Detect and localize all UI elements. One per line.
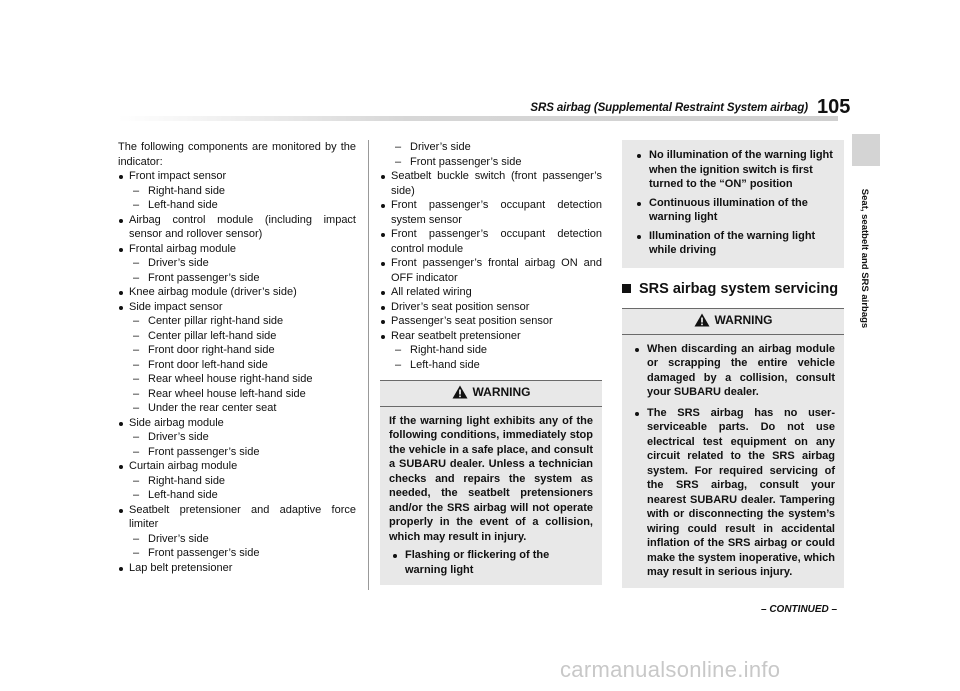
- section-heading: [622, 282, 844, 297]
- sub-list-item: – Front passenger’s side: [118, 546, 356, 561]
- list-item: Seatbelt buckle switch (front passenger’s side): [380, 169, 602, 198]
- warning-condition-item: Continuous illumination of the warning light: [631, 196, 835, 225]
- sub-list-item: – Front door right-hand side: [118, 343, 356, 358]
- sub-list-item: – Front passenger’s side: [118, 445, 356, 460]
- warning-label: WARNING: [714, 313, 773, 327]
- continued-marker: – CONTINUED –: [761, 604, 838, 615]
- list-item: All related wiring: [380, 285, 602, 300]
- list-item: Side airbag module: [118, 416, 356, 431]
- warning-header: [622, 308, 844, 335]
- warning-label: WARNING: [472, 385, 531, 399]
- sub-list-item: – Left-hand side: [380, 358, 602, 373]
- sub-list-item: – Driver’s side: [118, 532, 356, 547]
- warning-triangle-icon: [694, 313, 710, 327]
- component-list: [118, 169, 356, 575]
- sub-list-item: – Right-hand side: [118, 184, 356, 199]
- sub-list-item: – Rear wheel house left-hand side: [118, 387, 356, 402]
- warning-header: [380, 380, 602, 407]
- sub-list-item: – Rear wheel house right-hand side: [118, 372, 356, 387]
- warning-continued-box: [622, 140, 844, 268]
- list-item: Seatbelt pretensioner and adaptive force limiter: [118, 503, 356, 532]
- component-list-continued: [380, 169, 602, 372]
- column-2: [380, 140, 602, 585]
- section-tab-marker: [852, 134, 880, 166]
- list-item: Front passenger’s occupant detection control module: [380, 227, 602, 256]
- sub-list-item: – Left-hand side: [118, 198, 356, 213]
- warning-bullets: [389, 548, 593, 577]
- warning-triangle-icon: [452, 385, 468, 399]
- sub-list-item: – Under the rear center seat: [118, 401, 356, 416]
- list-item: Front passenger’s occupant detection system sensor: [380, 198, 602, 227]
- list-item: Front passenger’s frontal airbag ON and OFF indicator: [380, 256, 602, 285]
- continued-sub-list: [380, 140, 602, 169]
- page-number: 105: [817, 96, 851, 118]
- sub-list-item: – Front door left-hand side: [118, 358, 356, 373]
- column-3: [622, 140, 844, 588]
- sub-list-item: – Center pillar right-hand side: [118, 314, 356, 329]
- warning-bullet: When discarding an airbag module or scrapping the entire vehicle damaged by a collision, consult your SUBARU dealer.: [631, 342, 835, 400]
- list-item: Side impact sensor: [118, 300, 356, 315]
- warning-body: If the warning light exhibits any of the following conditions, immediately stop the vehicle in a safe place, and consult a SUBARU dealer. Unless a technician checks and repairs the system as needed, the seatbelt pretensioners and/or the SRS airbag will not operate properly in the event of a collision, which may result in injury.: [389, 414, 593, 543]
- list-item: Passenger’s seat position sensor: [380, 314, 602, 329]
- list-item: Airbag control module (including impact sensor and rollover sensor): [118, 213, 356, 242]
- list-item: Lap belt pretensioner: [118, 561, 356, 576]
- servicing-warning-bullets: [631, 342, 835, 580]
- warning-conditions-list: [631, 148, 835, 258]
- column-1: [118, 140, 356, 575]
- sub-list-item: – Front passenger’s side: [380, 155, 602, 170]
- list-item: Knee airbag module (driver’s side): [118, 285, 356, 300]
- sub-list-item: – Right-hand side: [380, 343, 602, 358]
- servicing-warning-box: [622, 308, 844, 588]
- warning-condition-item: Illumination of the warning light while driving: [631, 229, 835, 258]
- watermark: carmanualsonline.info: [560, 657, 781, 682]
- sub-list-item: – Driver’s side: [380, 140, 602, 155]
- warning-bullet: The SRS airbag has no user-serviceable parts. Do not use electrical test equipment on any circuit related to the SRS airbag system. For required servicing of the SRS airbag, consult your nearest SUBARU dealer. Tampering with or disconnecting the system’s wiring could result in accidental inflation of the SRS airbag or could make the system inoperative, which may result in serious injury.: [631, 406, 835, 580]
- list-item: Curtain airbag module: [118, 459, 356, 474]
- list-item: Front impact sensor: [118, 169, 356, 184]
- sub-list-item: – Center pillar left-hand side: [118, 329, 356, 344]
- sub-list-item: – Driver’s side: [118, 256, 356, 271]
- sub-list-item: – Left-hand side: [118, 488, 356, 503]
- warning-bullet: Flashing or flickering of the warning light: [389, 548, 593, 577]
- header-rule: [118, 116, 838, 121]
- section-title-text: SRS airbag system servicing: [639, 280, 839, 297]
- sub-list-item: – Driver’s side: [118, 430, 356, 445]
- list-item: Driver’s seat position sensor: [380, 300, 602, 315]
- list-item: Frontal airbag module: [118, 242, 356, 257]
- square-bullet-icon: [622, 284, 631, 293]
- column-divider: [368, 140, 369, 590]
- warning-condition-item: No illumination of the warning light when the ignition switch is first turned to the “ON” position: [631, 148, 835, 192]
- sub-list-item: – Front passenger’s side: [118, 271, 356, 286]
- sub-list-item: – Right-hand side: [118, 474, 356, 489]
- intro-text: The following components are monitored by the indicator:: [118, 141, 356, 168]
- warning-box: [380, 380, 602, 585]
- running-header-title: SRS airbag (Supplemental Restraint System airbag): [530, 102, 808, 114]
- section-side-label: Seat, seatbelt and SRS airbags: [859, 188, 871, 328]
- list-item: Rear seatbelt pretensioner: [380, 329, 602, 344]
